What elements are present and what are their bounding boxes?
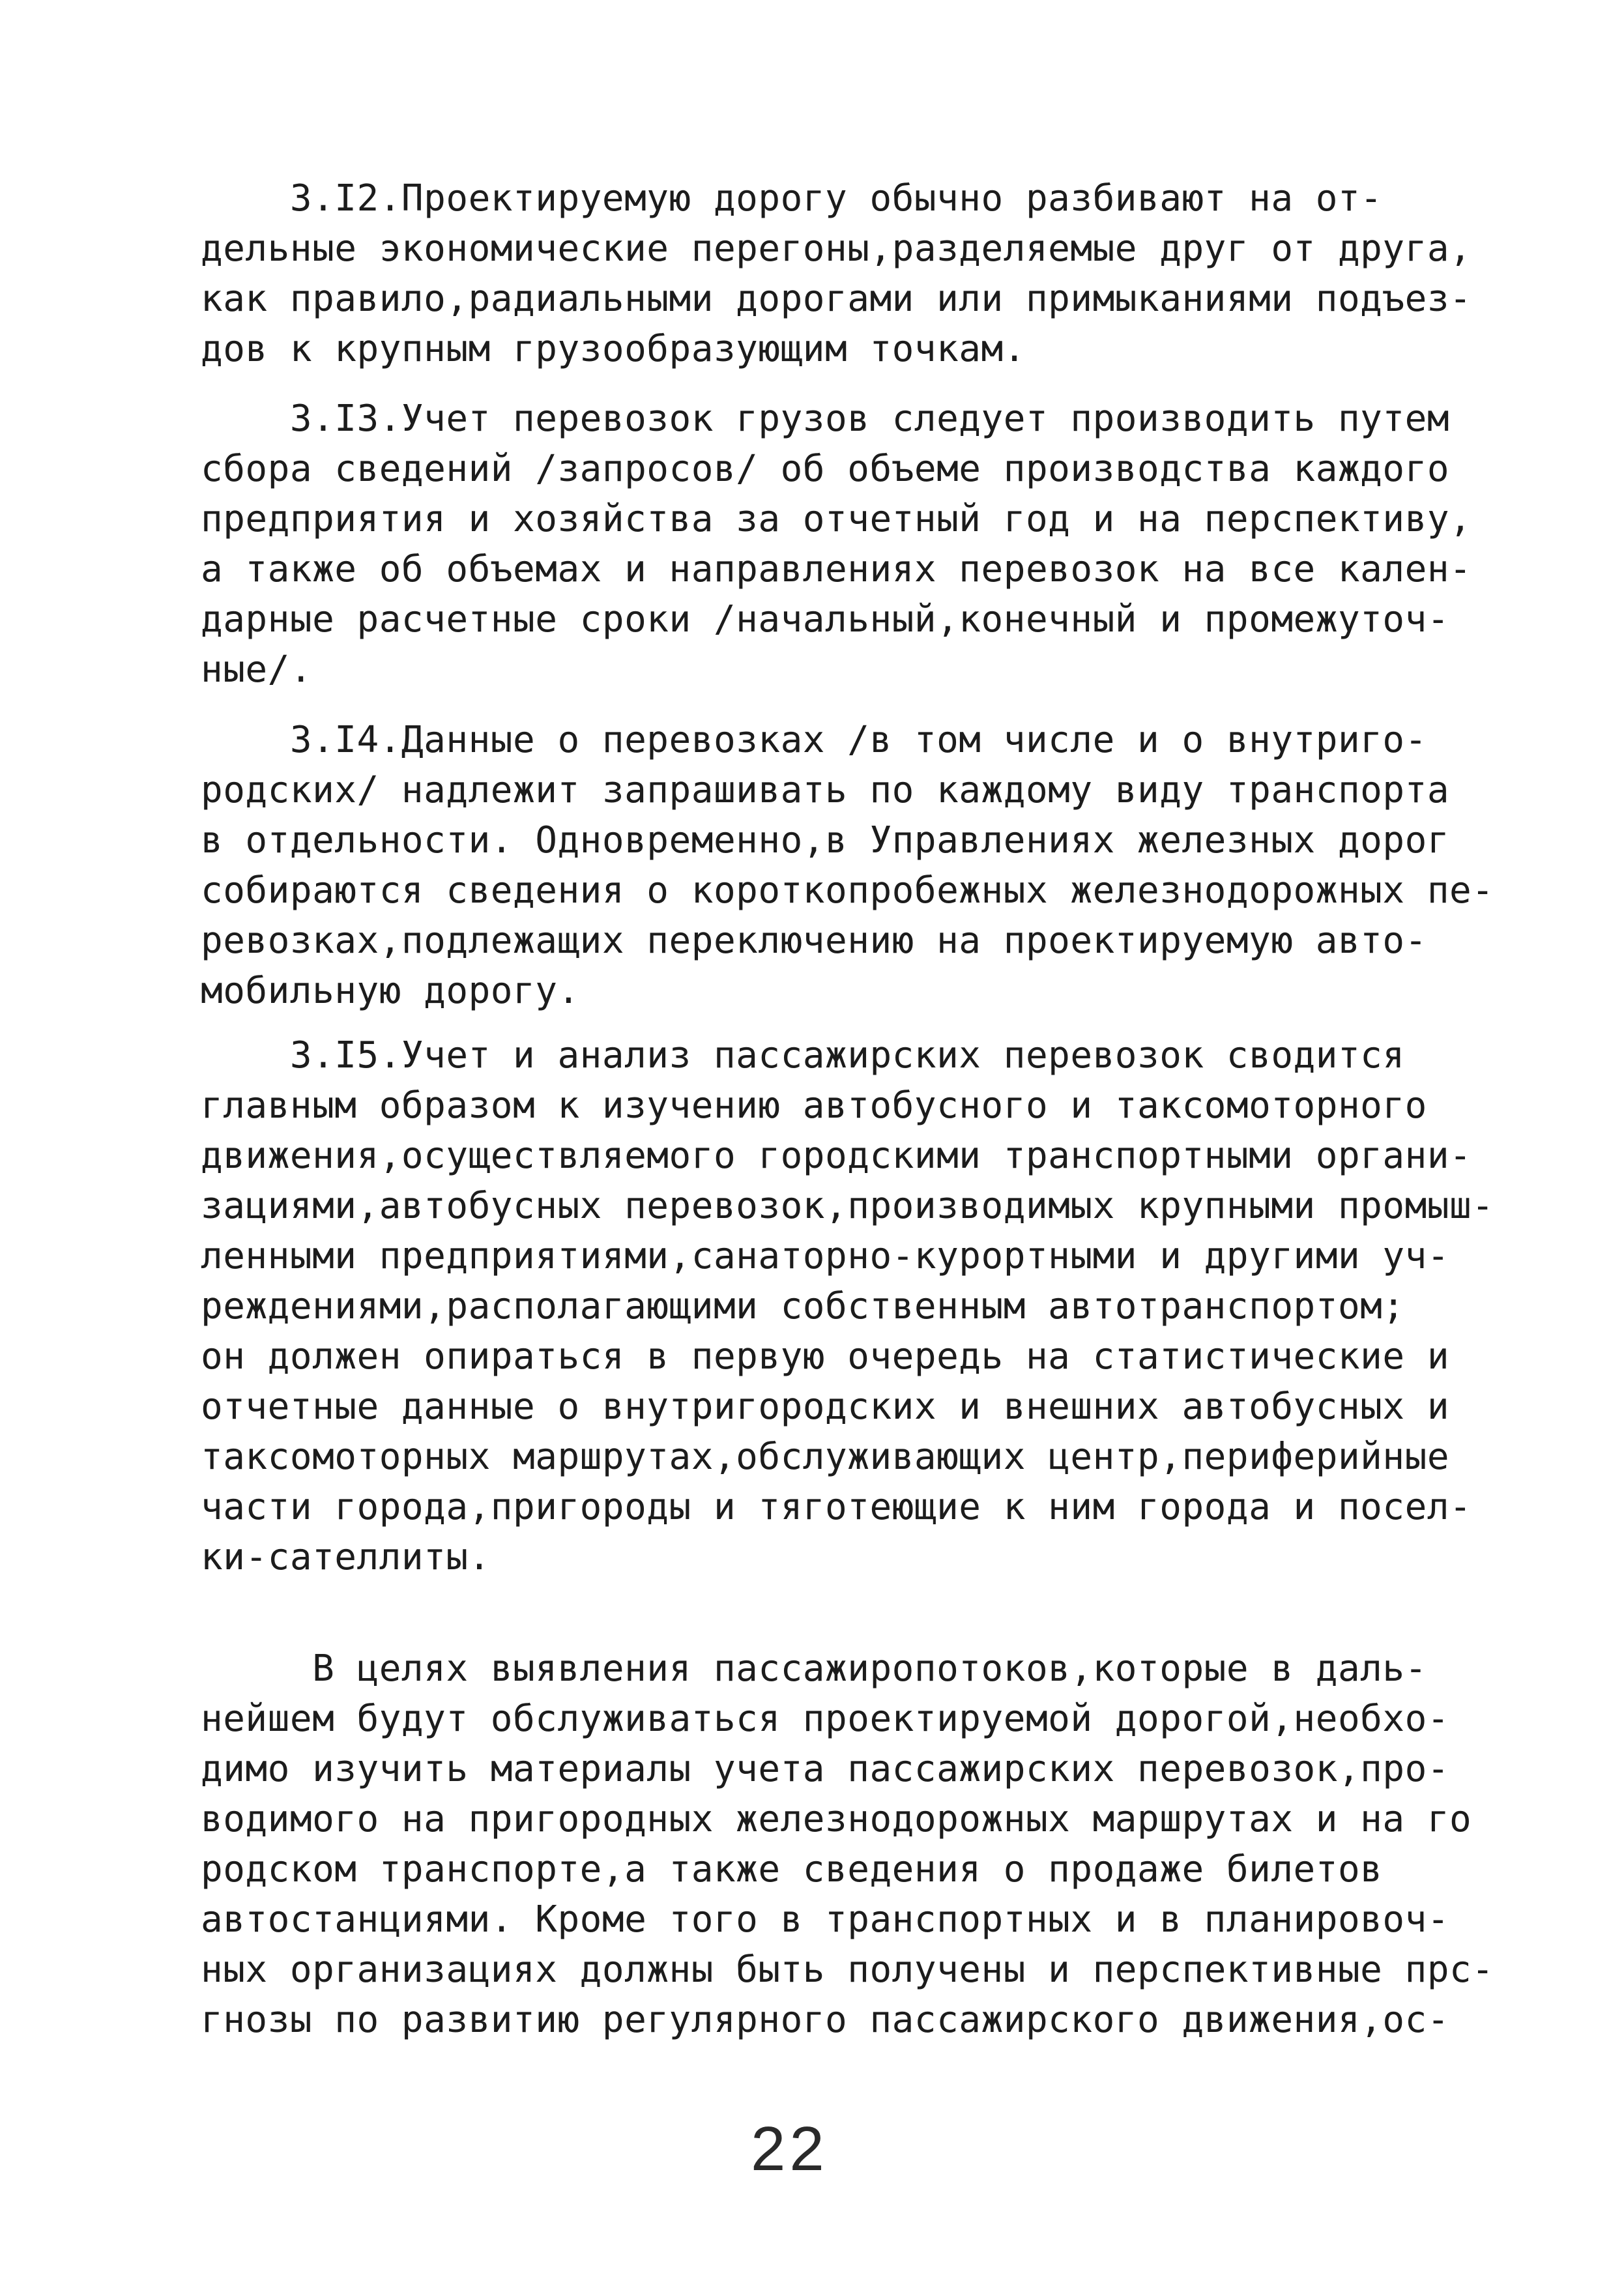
paragraph-3-12-line-2: дельные экономические перегоны,разделяемые друг от друга,: [201, 227, 1472, 270]
paragraph-3-14-line-1: 3.I4.Данные о перевозках /в том числе и о внутриго-: [201, 719, 1427, 761]
paragraph-3-15-line-1: 3.I5.Учет и анализ пассажирских перевозок сводится: [201, 1034, 1405, 1077]
paragraph-3-15-line-11: ки-сателлиты.: [201, 1536, 491, 1578]
paragraph-3-15-line-4: зациями,автобусных перевозок,производимых крупными промыш-: [201, 1185, 1494, 1227]
paragraph-3-13-line-1: 3.I3.Учет перевозок грузов следует производить путем: [201, 398, 1450, 440]
paragraph-3-15-line-7: он должен опираться в первую очередь на статистические и: [201, 1335, 1450, 1378]
paragraph-passenger-flows-line-4: водимого на пригородных железнодорожных маршрутах и на го: [201, 1798, 1472, 1840]
paragraph-3-14-line-2: родских/ надлежит запрашивать по каждому виду транспорта: [201, 769, 1450, 811]
paragraph-3-12-line-3: как правило,радиальными дорогами или примыканиями подъез-: [201, 278, 1472, 320]
paragraph-3-14-line-3: в отдельности. Одновременно,в Управлениях железных дорог: [201, 819, 1450, 862]
paragraph-3-14-line-6: мобильную дорогу.: [201, 970, 580, 1012]
paragraph-3-15-line-5: ленными предприятиями,санаторно-курортными и другими уч-: [201, 1235, 1450, 1277]
paragraph-3-13-line-4: а также об объемах и направлениях перевозок на все кален-: [201, 548, 1472, 590]
paragraph-3-15-line-8: отчетные данные о внутригородских и внешних автобусных и: [201, 1385, 1450, 1428]
paragraph-passenger-flows-line-1: В целях выявления пассажиропотоков,которые в даль-: [201, 1647, 1427, 1690]
paragraph-3-15-line-6: реждениями,располагающими собственным автотранспортом;: [201, 1285, 1405, 1327]
paragraph-3-13-line-6: ные/.: [201, 648, 313, 691]
paragraph-passenger-flows-line-8: гнозы по развитию регулярного пассажирского движения,ос-: [201, 1999, 1450, 2041]
paragraph-3-14-line-5: ревозках,подлежащих переключению на проектируемую авто-: [201, 920, 1427, 962]
paragraph-passenger-flows-line-2: нейшем будут обслуживаться проектируемой дорогой,необхо-: [201, 1698, 1450, 1740]
paragraph-3-15-line-3: движения,осуществляемого городскими транспортными органи-: [201, 1135, 1472, 1177]
paragraph-3-15-line-9: таксомоторных маршрутах,обслуживающих центр,периферийные: [201, 1436, 1450, 1478]
paragraph-3-12-line-1: 3.I2.Проектируемую дорогу обычно разбивают на от-: [201, 177, 1383, 220]
paragraph-3-14-line-4: собираются сведения о короткопробежных железнодорожных пе-: [201, 869, 1494, 912]
paragraph-3-15-line-2: главным образом к изучению автобусного и таксомоторного: [201, 1084, 1427, 1127]
page-number: 22: [751, 2114, 828, 2184]
paragraph-3-13-line-5: дарные расчетные сроки /начальный,конечный и промежуточ-: [201, 598, 1450, 641]
paragraph-passenger-flows-line-7: ных организациях должны быть получены и перспективные прс-: [201, 1949, 1494, 1991]
paragraph-passenger-flows-line-6: автостанциями. Кроме того в транспортных и в планировоч-: [201, 1898, 1450, 1941]
paragraph-3-15-line-10: части города,пригороды и тяготеющие к ним города и посел-: [201, 1486, 1472, 1528]
paragraph-passenger-flows-line-3: димо изучить материалы учета пассажирских перевозок,про-: [201, 1748, 1450, 1790]
paragraph-3-13-line-2: сбора сведений /запросов/ об объеме производства каждого: [201, 448, 1450, 490]
paragraph-3-12-line-4: дов к крупным грузообразующим точкам.: [201, 328, 1026, 370]
paragraph-passenger-flows-line-5: родском транспорте,а также сведения о продаже билетов: [201, 1848, 1383, 1891]
paragraph-3-13-line-3: предприятия и хозяйства за отчетный год и на перспективу,: [201, 498, 1472, 540]
